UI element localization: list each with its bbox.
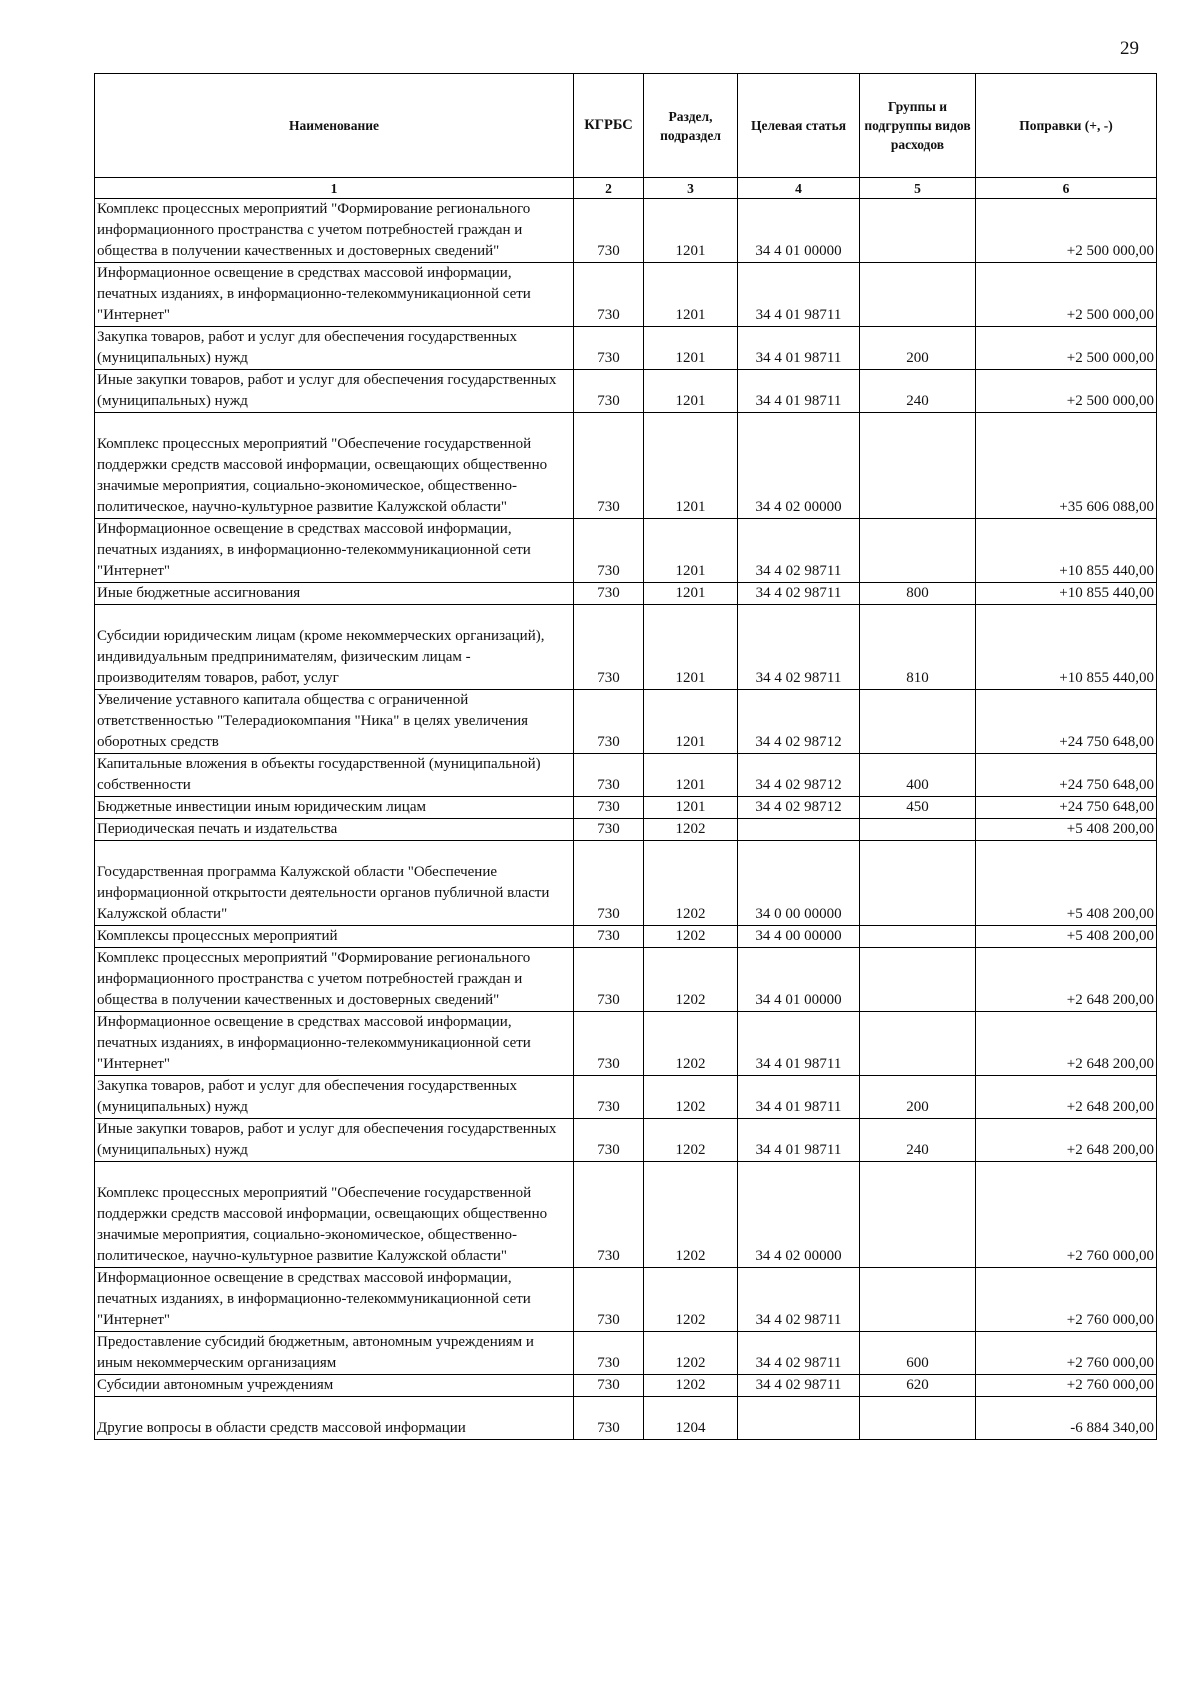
row-expense-group (860, 841, 976, 926)
row-amendment-amount-text: +2 760 000,00 (1066, 1312, 1154, 1328)
row-name-text: Комплекс процессных мероприятий "Формирование регионального информационного пространства с учетом потребностей граждан и общества в получении качественных и достоверных сведений" (97, 201, 531, 259)
row-section-text: 1202 (675, 1377, 706, 1393)
row-kgrbs (574, 1012, 644, 1076)
row-kgrbs (574, 819, 644, 841)
row-kgrbs-text: 730 (597, 906, 620, 922)
row-expense-group (860, 519, 976, 583)
row-kgrbs-text: 730 (597, 777, 620, 793)
row-kgrbs (574, 690, 644, 754)
row-amendment-amount (976, 1397, 1157, 1440)
row-target-article-text: 34 0 00 00000 (755, 906, 842, 922)
row-amendment-amount-text: +35 606 088,00 (1059, 499, 1154, 515)
row-amendment-amount (976, 754, 1157, 797)
row-kgrbs (574, 327, 644, 370)
row-amendment-amount (976, 327, 1157, 370)
row-name (95, 519, 574, 583)
row-expense-group-text: 240 (906, 393, 929, 409)
row-section-text: 1202 (675, 1248, 706, 1264)
row-name (95, 327, 574, 370)
row-kgrbs (574, 1076, 644, 1119)
row-expense-group-text: 800 (906, 585, 929, 601)
row-amendment-amount-text: +2 760 000,00 (1066, 1355, 1154, 1371)
row-target-article-text: 34 4 02 98712 (755, 799, 842, 815)
row-kgrbs-text: 730 (597, 393, 620, 409)
row-name-text: Периодическая печать и издательства (97, 821, 338, 837)
table-row (95, 690, 1157, 754)
row-section (644, 1268, 738, 1332)
row-kgrbs (574, 413, 644, 519)
column-number: 2 (574, 178, 644, 199)
row-kgrbs-text: 730 (597, 243, 620, 259)
row-section (644, 797, 738, 819)
row-target-article (738, 841, 860, 926)
row-amendment-amount (976, 199, 1157, 263)
row-name-text: Комплексы процессных мероприятий (97, 928, 338, 944)
table-row (95, 327, 1157, 370)
header-section: Раздел, подраздел (644, 74, 738, 178)
row-section (644, 690, 738, 754)
page-number: 29 (1120, 38, 1139, 59)
row-expense-group-text: 810 (906, 670, 929, 686)
row-name (95, 370, 574, 413)
row-name (95, 926, 574, 948)
row-target-article (738, 1397, 860, 1440)
row-name-text: Информационное освещение в средствах массовой информации, печатных изданиях, в информационно-телекоммуникационной сети "Интернет" (97, 521, 531, 579)
row-target-article-text: 34 4 01 98711 (755, 307, 842, 323)
row-amendment-amount-text: -6 884 340,00 (1070, 1420, 1154, 1436)
row-name (95, 797, 574, 819)
row-target-article-text: 34 4 02 98711 (755, 1312, 842, 1328)
table-row (95, 1375, 1157, 1397)
row-amendment-amount (976, 519, 1157, 583)
row-kgrbs-text: 730 (597, 992, 620, 1008)
row-expense-group (860, 1375, 976, 1397)
column-number: 6 (976, 178, 1157, 199)
row-target-article-text: 34 4 02 98712 (755, 734, 842, 750)
row-section (644, 1076, 738, 1119)
row-section-text: 1201 (675, 499, 706, 515)
row-expense-group (860, 819, 976, 841)
row-target-article-text: 34 4 02 98711 (755, 1355, 842, 1371)
row-name (95, 1397, 574, 1440)
row-amendment-amount-text: +24 750 648,00 (1059, 799, 1154, 815)
column-number: 4 (738, 178, 860, 199)
row-expense-group-text: 200 (906, 1099, 929, 1115)
header-groups: Группы и подгруппы видов расходов (860, 74, 976, 178)
row-name-text: Информационное освещение в средствах массовой информации, печатных изданиях, в информационно-телекоммуникационной сети "Интернет" (97, 265, 531, 323)
table-body (95, 199, 1157, 1440)
row-target-article (738, 199, 860, 263)
row-section (644, 413, 738, 519)
table-row (95, 1162, 1157, 1268)
row-expense-group (860, 199, 976, 263)
row-name (95, 690, 574, 754)
row-amendment-amount-text: +2 648 200,00 (1066, 992, 1154, 1008)
row-target-article (738, 797, 860, 819)
row-name-text: Государственная программа Калужской области "Обеспечение информационной открытости деятельности органов публичной власти Калужской области" (97, 864, 550, 922)
row-amendment-amount (976, 413, 1157, 519)
row-target-article (738, 370, 860, 413)
row-section (644, 1397, 738, 1440)
row-name (95, 754, 574, 797)
row-expense-group (860, 327, 976, 370)
row-amendment-amount-text: +2 648 200,00 (1066, 1056, 1154, 1072)
table-row (95, 819, 1157, 841)
row-target-article-text: 34 4 02 98711 (755, 670, 842, 686)
row-amendment-amount (976, 797, 1157, 819)
row-amendment-amount (976, 1162, 1157, 1268)
row-amendment-amount-text: +2 648 200,00 (1066, 1142, 1154, 1158)
row-name (95, 1332, 574, 1375)
budget-amendments-table (94, 73, 1157, 1440)
table-row (95, 1332, 1157, 1375)
row-amendment-amount-text: +2 760 000,00 (1066, 1248, 1154, 1264)
row-name (95, 841, 574, 926)
row-kgrbs-text: 730 (597, 585, 620, 601)
column-number: 5 (860, 178, 976, 199)
row-kgrbs (574, 1332, 644, 1375)
row-name-text: Закупка товаров, работ и услуг для обеспечения государственных (муниципальных) нужд (97, 1078, 518, 1115)
row-target-article (738, 1012, 860, 1076)
row-amendment-amount (976, 1332, 1157, 1375)
row-target-article-text: 34 4 01 98711 (755, 1056, 842, 1072)
row-name (95, 1119, 574, 1162)
row-kgrbs (574, 841, 644, 926)
table-row (95, 1012, 1157, 1076)
row-expense-group (860, 370, 976, 413)
row-name-text: Информационное освещение в средствах массовой информации, печатных изданиях, в информационно-телекоммуникационной сети "Интернет" (97, 1270, 531, 1328)
row-expense-group-text: 240 (906, 1142, 929, 1158)
row-target-article (738, 754, 860, 797)
row-amendment-amount (976, 370, 1157, 413)
row-target-article-text: 34 4 01 98711 (755, 1099, 842, 1115)
row-section-text: 1202 (675, 928, 706, 944)
row-kgrbs (574, 926, 644, 948)
row-target-article (738, 583, 860, 605)
row-kgrbs-text: 730 (597, 928, 620, 944)
row-name-text: Субсидии юридическим лицам (кроме некоммерческих организаций), индивидуальным предпринимателям, физическим лицам - производителям товаров, работ, услуг (97, 628, 545, 686)
row-kgrbs (574, 605, 644, 690)
row-target-article (738, 926, 860, 948)
row-name-text: Капитальные вложения в объекты государственной (муниципальной) собственности (97, 756, 541, 793)
row-section-text: 1202 (675, 1312, 706, 1328)
row-name-text: Комплекс процессных мероприятий "Обеспечение государственной поддержки средств массовой информации, освещающих общественно значимые мероприятия, социально-экономическое, общественно-политическое, научно-культурное развитие Калужской области" (97, 436, 548, 515)
row-expense-group (860, 754, 976, 797)
row-section (644, 583, 738, 605)
row-expense-group (860, 1162, 976, 1268)
row-kgrbs-text: 730 (597, 1142, 620, 1158)
row-target-article (738, 948, 860, 1012)
row-name-text: Комплекс процессных мероприятий "Обеспечение государственной поддержки средств массовой информации, освещающих общественно значимые мероприятия, социально-экономическое, общественно-политическое, научно-культурное развитие Калужской области" (97, 1185, 548, 1264)
table-row (95, 413, 1157, 519)
column-number: 1 (95, 178, 574, 199)
row-kgrbs-text: 730 (597, 821, 620, 837)
row-section-text: 1201 (675, 307, 706, 323)
table-row (95, 1397, 1157, 1440)
row-target-article (738, 413, 860, 519)
row-name (95, 1268, 574, 1332)
table-row (95, 926, 1157, 948)
row-expense-group-text: 200 (906, 350, 929, 366)
row-kgrbs (574, 1162, 644, 1268)
row-section (644, 948, 738, 1012)
row-target-article-text: 34 4 02 98711 (755, 563, 842, 579)
table-row (95, 370, 1157, 413)
row-target-article-text: 34 4 01 00000 (755, 243, 842, 259)
row-name-text: Другие вопросы в области средств массовой информации (97, 1420, 466, 1436)
row-name (95, 605, 574, 690)
row-section-text: 1201 (675, 670, 706, 686)
row-expense-group (860, 1332, 976, 1375)
row-amendment-amount (976, 841, 1157, 926)
row-kgrbs-text: 730 (597, 799, 620, 815)
row-amendment-amount-text: +2 500 000,00 (1066, 243, 1154, 259)
row-name (95, 413, 574, 519)
row-section (644, 1332, 738, 1375)
header-name: Наименование (95, 74, 574, 178)
row-amendment-amount (976, 948, 1157, 1012)
row-section (644, 819, 738, 841)
row-amendment-amount-text: +24 750 648,00 (1059, 734, 1154, 750)
row-kgrbs-text: 730 (597, 350, 620, 366)
table-row (95, 754, 1157, 797)
column-number: 3 (644, 178, 738, 199)
row-target-article (738, 1119, 860, 1162)
table-row (95, 797, 1157, 819)
row-kgrbs-text: 730 (597, 1312, 620, 1328)
row-name (95, 819, 574, 841)
row-amendment-amount (976, 1076, 1157, 1119)
row-section-text: 1201 (675, 777, 706, 793)
row-kgrbs (574, 1119, 644, 1162)
row-expense-group (860, 1397, 976, 1440)
row-target-article-text: 34 4 01 98711 (755, 393, 842, 409)
row-expense-group-text: 600 (906, 1355, 929, 1371)
row-section-text: 1202 (675, 906, 706, 922)
table-row (95, 263, 1157, 327)
row-section-text: 1202 (675, 1355, 706, 1371)
row-kgrbs (574, 754, 644, 797)
row-target-article-text: 34 4 01 00000 (755, 992, 842, 1008)
row-kgrbs-text: 730 (597, 1248, 620, 1264)
row-kgrbs (574, 199, 644, 263)
table-row (95, 605, 1157, 690)
row-target-article (738, 605, 860, 690)
row-expense-group (860, 690, 976, 754)
row-expense-group (860, 926, 976, 948)
row-target-article (738, 327, 860, 370)
row-expense-group (860, 263, 976, 327)
row-name-text: Комплекс процессных мероприятий "Формирование регионального информационного пространства с учетом потребностей граждан и общества в получении качественных и достоверных сведений" (97, 950, 531, 1008)
row-target-article-text: 34 4 02 00000 (755, 499, 842, 515)
row-expense-group (860, 1076, 976, 1119)
row-kgrbs-text: 730 (597, 1355, 620, 1371)
row-target-article (738, 263, 860, 327)
row-section-text: 1201 (675, 393, 706, 409)
row-expense-group (860, 1119, 976, 1162)
row-section-text: 1201 (675, 799, 706, 815)
row-section-text: 1202 (675, 821, 706, 837)
row-amendment-amount-text: +5 408 200,00 (1066, 928, 1154, 944)
row-expense-group (860, 1268, 976, 1332)
row-amendment-amount-text: +2 648 200,00 (1066, 1099, 1154, 1115)
header-kgrbs: КГРБС (574, 74, 644, 178)
row-amendment-amount (976, 1119, 1157, 1162)
row-amendment-amount-text: +10 855 440,00 (1059, 585, 1154, 601)
row-name-text: Предоставление субсидий бюджетным, автономным учреждениям и иным некоммерческим организациям (97, 1334, 534, 1371)
row-name-text: Иные закупки товаров, работ и услуг для обеспечения государственных (муниципальных) нужд (97, 372, 557, 409)
table-row (95, 1076, 1157, 1119)
row-kgrbs (574, 263, 644, 327)
row-section-text: 1201 (675, 585, 706, 601)
row-amendment-amount (976, 1375, 1157, 1397)
row-expense-group (860, 413, 976, 519)
row-section-text: 1201 (675, 734, 706, 750)
row-amendment-amount-text: +10 855 440,00 (1059, 563, 1154, 579)
row-amendment-amount (976, 690, 1157, 754)
row-target-article-text: 34 4 01 98711 (755, 1142, 842, 1158)
row-section-text: 1204 (675, 1420, 706, 1436)
row-section (644, 263, 738, 327)
row-name-text: Субсидии автономным учреждениям (97, 1377, 334, 1393)
row-expense-group (860, 1012, 976, 1076)
row-kgrbs (574, 370, 644, 413)
row-amendment-amount (976, 1012, 1157, 1076)
row-name (95, 948, 574, 1012)
row-section (644, 1162, 738, 1268)
row-target-article (738, 690, 860, 754)
table-row (95, 841, 1157, 926)
row-amendment-amount-text: +10 855 440,00 (1059, 670, 1154, 686)
row-kgrbs-text: 730 (597, 1056, 620, 1072)
row-kgrbs (574, 948, 644, 1012)
row-target-article-text: 34 4 02 98711 (755, 1377, 842, 1393)
row-target-article-text: 34 4 02 98711 (755, 585, 842, 601)
row-kgrbs-text: 730 (597, 734, 620, 750)
row-target-article (738, 1076, 860, 1119)
row-section (644, 605, 738, 690)
row-kgrbs (574, 519, 644, 583)
row-section-text: 1201 (675, 563, 706, 579)
table-row (95, 199, 1157, 263)
row-amendment-amount (976, 1268, 1157, 1332)
row-section-text: 1201 (675, 243, 706, 259)
row-expense-group (860, 948, 976, 1012)
row-name (95, 1076, 574, 1119)
row-target-article (738, 1375, 860, 1397)
row-name (95, 199, 574, 263)
row-target-article-text: 34 4 00 00000 (755, 928, 842, 944)
row-name-text: Иные бюджетные ассигнования (97, 585, 301, 601)
row-kgrbs-text: 730 (597, 563, 620, 579)
row-section (644, 327, 738, 370)
row-target-article (738, 819, 860, 841)
row-name (95, 1375, 574, 1397)
row-name-text: Увеличение уставного капитала общества с ограниченной ответственностью "Телерадиокомпания "Ника" в целях увеличения оборотных средств (97, 692, 529, 750)
row-kgrbs-text: 730 (597, 307, 620, 323)
row-expense-group-text: 450 (906, 799, 929, 815)
row-section-text: 1202 (675, 1142, 706, 1158)
row-kgrbs-text: 730 (597, 1420, 620, 1436)
row-amendment-amount (976, 926, 1157, 948)
row-amendment-amount-text: +2 500 000,00 (1066, 307, 1154, 323)
row-section-text: 1202 (675, 1056, 706, 1072)
row-section (644, 1012, 738, 1076)
row-expense-group (860, 583, 976, 605)
row-name (95, 263, 574, 327)
row-target-article-text: 34 4 02 98712 (755, 777, 842, 793)
row-name (95, 583, 574, 605)
row-amendment-amount-text: +24 750 648,00 (1059, 777, 1154, 793)
row-target-article-text: 34 4 01 98711 (755, 350, 842, 366)
row-amendment-amount (976, 263, 1157, 327)
row-amendment-amount (976, 583, 1157, 605)
row-amendment-amount-text: +5 408 200,00 (1066, 906, 1154, 922)
row-expense-group-text: 620 (906, 1377, 929, 1393)
header-amendments: Поправки (+, -) (976, 74, 1157, 178)
row-amendment-amount-text: +2 500 000,00 (1066, 350, 1154, 366)
row-section (644, 754, 738, 797)
table-row (95, 519, 1157, 583)
row-target-article (738, 519, 860, 583)
row-name (95, 1012, 574, 1076)
row-section (644, 841, 738, 926)
row-name (95, 1162, 574, 1268)
table-row (95, 583, 1157, 605)
row-section-text: 1202 (675, 992, 706, 1008)
row-amendment-amount-text: +2 760 000,00 (1066, 1377, 1154, 1393)
row-section (644, 926, 738, 948)
row-target-article-text: 34 4 02 00000 (755, 1248, 842, 1264)
row-expense-group-text: 400 (906, 777, 929, 793)
row-name-text: Закупка товаров, работ и услуг для обеспечения государственных (муниципальных) нужд (97, 329, 518, 366)
row-kgrbs (574, 1375, 644, 1397)
row-target-article (738, 1268, 860, 1332)
row-target-article (738, 1162, 860, 1268)
table-row (95, 1268, 1157, 1332)
row-target-article (738, 1332, 860, 1375)
row-name-text: Иные закупки товаров, работ и услуг для обеспечения государственных (муниципальных) нужд (97, 1121, 557, 1158)
row-kgrbs (574, 1268, 644, 1332)
table-row (95, 948, 1157, 1012)
row-section (644, 1119, 738, 1162)
row-amendment-amount-text: +5 408 200,00 (1066, 821, 1154, 837)
table-row (95, 1119, 1157, 1162)
row-expense-group (860, 797, 976, 819)
row-name-text: Информационное освещение в средствах массовой информации, печатных изданиях, в информационно-телекоммуникационной сети "Интернет" (97, 1014, 531, 1072)
row-expense-group (860, 605, 976, 690)
row-amendment-amount (976, 605, 1157, 690)
header-target: Целевая статья (738, 74, 860, 178)
row-name-text: Бюджетные инвестиции иным юридическим лицам (97, 799, 426, 815)
row-kgrbs (574, 583, 644, 605)
row-section-text: 1202 (675, 1099, 706, 1115)
row-section (644, 519, 738, 583)
row-kgrbs (574, 797, 644, 819)
row-kgrbs-text: 730 (597, 499, 620, 515)
row-amendment-amount-text: +2 500 000,00 (1066, 393, 1154, 409)
row-kgrbs-text: 730 (597, 1099, 620, 1115)
row-section (644, 370, 738, 413)
row-section (644, 199, 738, 263)
row-section-text: 1201 (675, 350, 706, 366)
row-section (644, 1375, 738, 1397)
row-amendment-amount (976, 819, 1157, 841)
row-kgrbs-text: 730 (597, 1377, 620, 1393)
row-kgrbs (574, 1397, 644, 1440)
row-kgrbs-text: 730 (597, 670, 620, 686)
